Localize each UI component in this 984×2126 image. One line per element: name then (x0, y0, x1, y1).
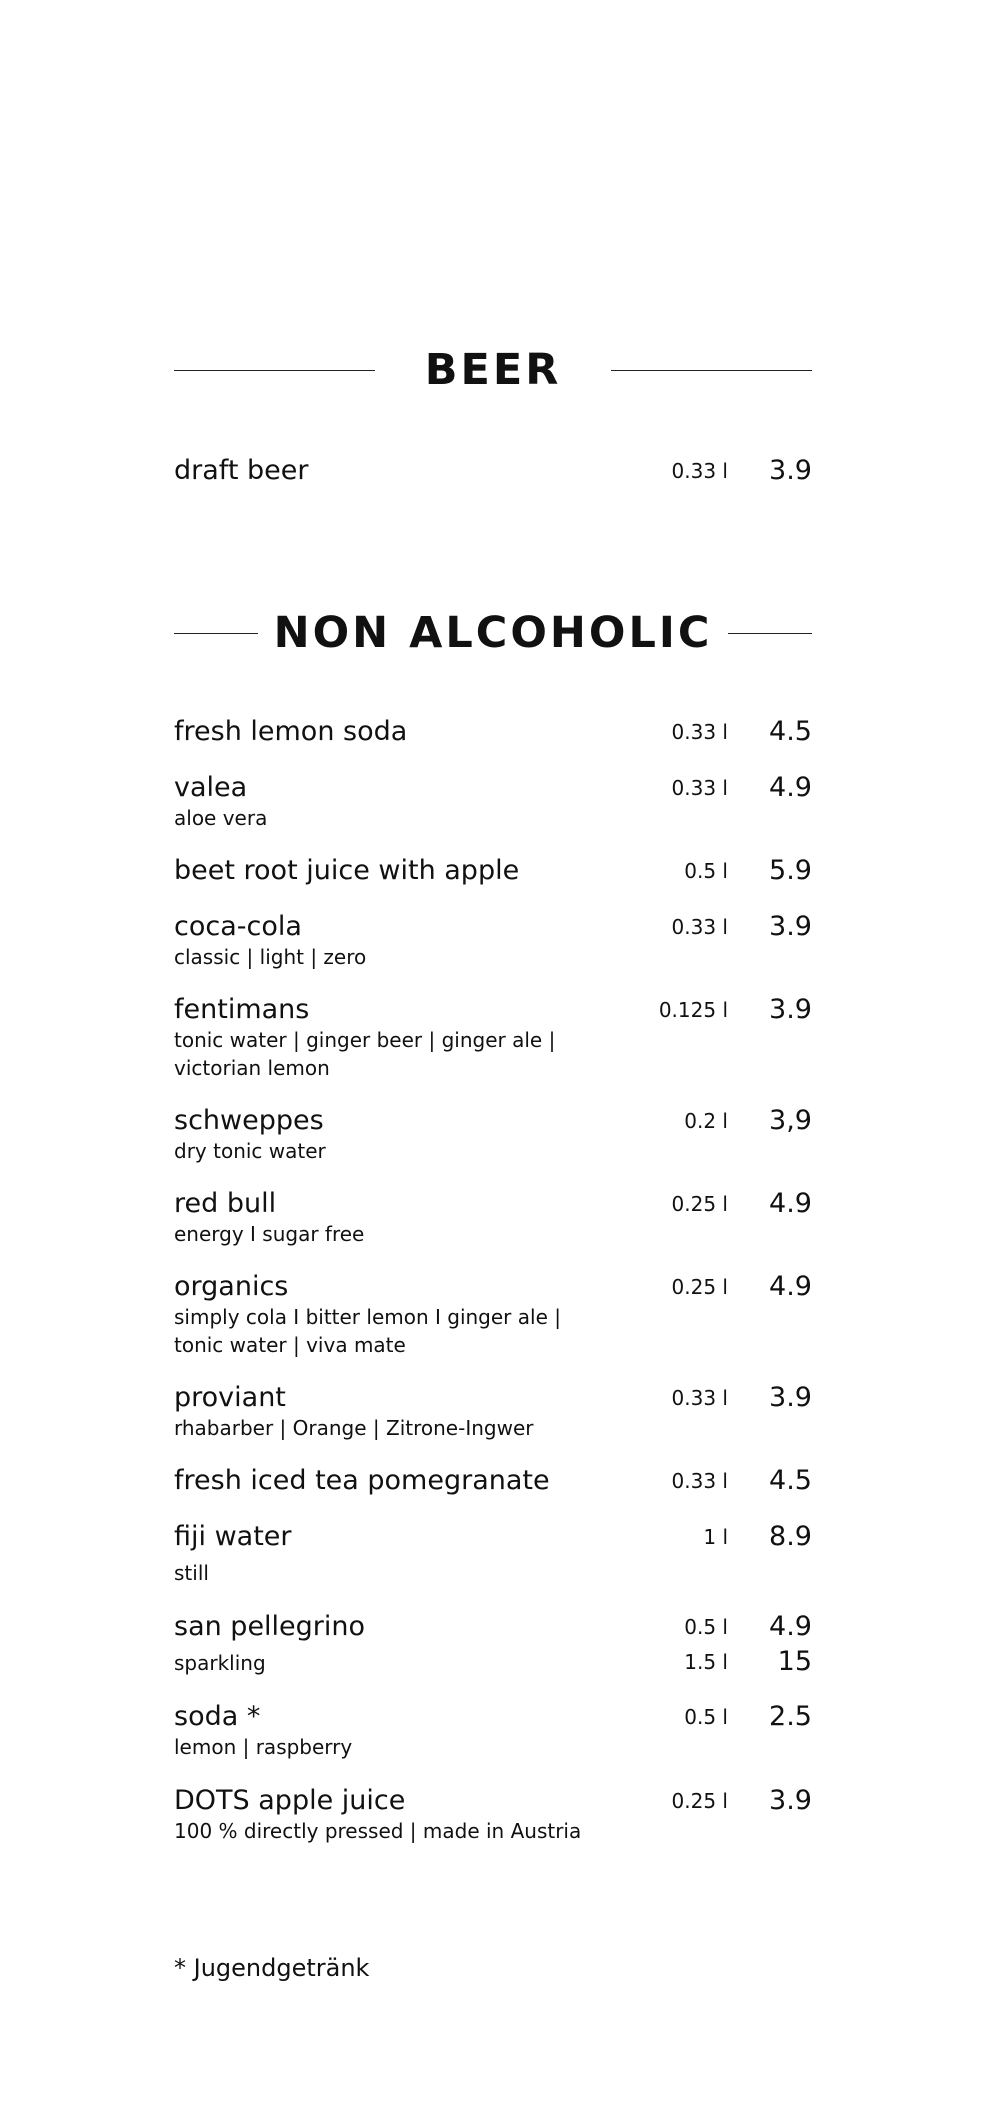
item-price: 8.9 (769, 1521, 812, 1552)
section-header-non-alcoholic (174, 603, 812, 663)
item-price: 4.9 (769, 1611, 812, 1642)
item-description: lemon | raspberry (174, 1735, 353, 1759)
item-price: 3.9 (769, 1382, 812, 1413)
item-size-large: 1.5 l (684, 1650, 728, 1674)
footnote: * Jugendgetränk (174, 1954, 370, 1982)
item-name: fentimans (174, 994, 310, 1025)
item-price: 4.9 (769, 1271, 812, 1302)
item-size: 1 l (703, 1525, 728, 1549)
item-price: 3.9 (769, 1785, 812, 1816)
item-name: fresh lemon soda (174, 716, 408, 747)
item-name: schweppes (174, 1105, 324, 1136)
item-size: 0.33 l (671, 459, 728, 483)
item-price-large: 15 (777, 1646, 812, 1677)
item-name: san pellegrino (174, 1611, 366, 1642)
item-description: still (174, 1561, 209, 1585)
item-name: red bull (174, 1188, 277, 1219)
item-description: 100 % directly pressed | made in Austria (174, 1819, 582, 1843)
item-size: 0.5 l (684, 1615, 728, 1639)
item-description: classic | light | zero (174, 945, 367, 969)
item-name: coca-cola (174, 911, 302, 942)
item-name: DOTS apple juice (174, 1785, 406, 1816)
item-name: valea (174, 772, 248, 803)
item-price: 2.5 (769, 1701, 812, 1732)
item-size: 0.25 l (671, 1789, 728, 1813)
item-price: 4.5 (769, 1465, 812, 1496)
item-size: 0.33 l (671, 720, 728, 744)
item-name: draft beer (174, 455, 309, 486)
item-description: energy I sugar free (174, 1222, 365, 1246)
item-size: 0.5 l (684, 1705, 728, 1729)
menu-item-soda (174, 1701, 812, 1761)
menu-item-proviant (174, 1382, 812, 1442)
item-name: organics (174, 1271, 289, 1302)
divider-right (611, 370, 812, 371)
item-name: soda * (174, 1701, 261, 1732)
item-price: 3,9 (769, 1105, 812, 1136)
menu-item-fiji-water (174, 1521, 812, 1587)
item-price: 5.9 (769, 855, 812, 886)
menu-item-beet-root-juice (174, 855, 812, 887)
section-title-non-alcoholic: NON ALCOHOLIC (273, 608, 713, 658)
menu-item-draft-beer (174, 455, 812, 487)
item-price: 3.9 (769, 911, 812, 942)
menu-item-dots-apple-juice (174, 1785, 812, 1845)
item-description: aloe vera (174, 806, 268, 830)
menu-item-organics (174, 1271, 812, 1359)
section-title-beer: BEER (424, 345, 562, 395)
item-size: 0.33 l (671, 1386, 728, 1410)
menu-item-fresh-lemon-soda (174, 716, 812, 748)
menu-item-coca-cola (174, 911, 812, 971)
item-name: proviant (174, 1382, 286, 1413)
item-description: rhabarber | Orange | Zitrone-Ingwer (174, 1416, 534, 1440)
item-description: simply cola I bitter lemon I ginger ale | tonic water | viva mate (174, 1305, 561, 1357)
item-size: 0.25 l (671, 1275, 728, 1299)
item-price: 4.9 (769, 1188, 812, 1219)
item-size: 0.125 l (658, 998, 728, 1022)
section-header-beer (174, 340, 812, 400)
item-size: 0.5 l (684, 859, 728, 883)
item-size: 0.33 l (671, 915, 728, 939)
item-price: 3.9 (769, 994, 812, 1025)
divider-right (728, 633, 812, 634)
menu-item-san-pellegrino (174, 1611, 812, 1677)
item-description: dry tonic water (174, 1139, 326, 1163)
menu-item-valea (174, 772, 812, 832)
item-price: 4.9 (769, 772, 812, 803)
divider-left (174, 633, 258, 634)
menu-item-fentimans (174, 994, 812, 1082)
menu-item-fresh-iced-tea (174, 1465, 812, 1497)
menu-item-red-bull (174, 1188, 812, 1248)
item-name: fiji water (174, 1521, 292, 1552)
item-size: 0.33 l (671, 776, 728, 800)
item-size: 0.33 l (671, 1469, 728, 1493)
item-price: 3.9 (769, 455, 812, 486)
item-size: 0.25 l (671, 1192, 728, 1216)
item-name: beet root juice with apple (174, 855, 520, 886)
item-description: tonic water | ginger beer | ginger ale | victorian lemon (174, 1028, 556, 1080)
menu-item-schweppes (174, 1105, 812, 1165)
item-price: 4.5 (769, 716, 812, 747)
item-description: sparkling (174, 1651, 266, 1675)
item-name: fresh iced tea pomegranate (174, 1465, 550, 1496)
divider-left (174, 370, 375, 371)
item-size: 0.2 l (684, 1109, 728, 1133)
